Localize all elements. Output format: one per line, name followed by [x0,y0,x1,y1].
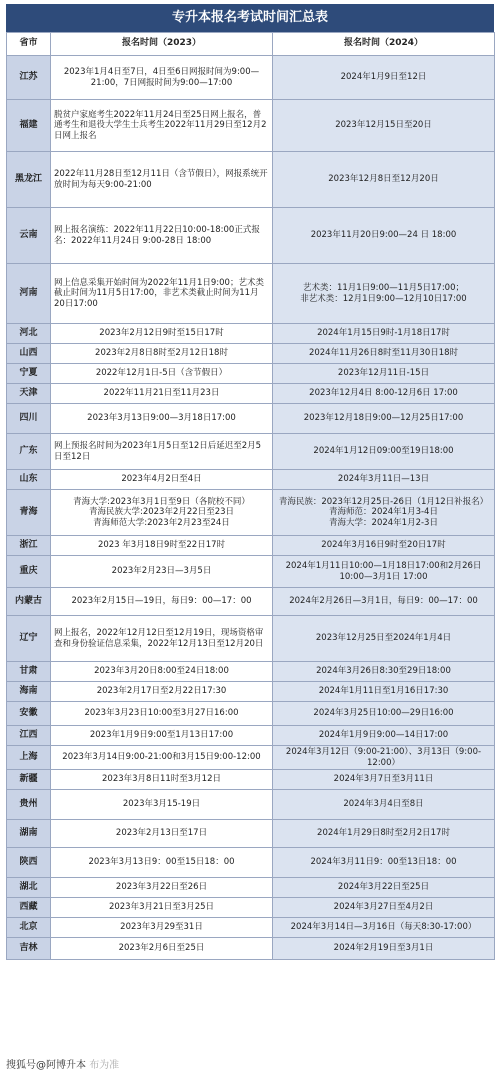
time-2024-cell: 2024年11月26日8时至11月30日18时 [273,344,495,364]
province-cell: 内蒙古 [7,588,51,616]
time-2023-cell: 2023年2月15日—19日，每日9：00—17：00 [51,588,273,616]
table-row [7,790,495,820]
table-title: 专升本报名考试时间汇总表 [6,4,494,32]
province-cell: 福建 [7,100,51,152]
table-row [7,470,495,490]
source-label: 搜狐号@阿博升本 [6,1060,86,1071]
time-2023-cell: 青海大学:2023年3月1日至9日（各院校不同） 青海民族大学:2023年2月22日至23日 青海师范大学:2023年2月23至24日 [51,490,273,536]
time-2024-cell: 2024年3月16日9时至20日17时 [273,536,495,556]
province-cell: 吉林 [7,938,51,960]
province-cell: 贵州 [7,790,51,820]
table-row [7,770,495,790]
time-2023-cell: 2022年12月1日-5日（含节假日） [51,364,273,384]
province-cell: 湖南 [7,820,51,848]
province-cell: 海南 [7,682,51,702]
table-row [7,490,495,536]
table-row [7,100,495,152]
province-cell: 甘肃 [7,662,51,682]
province-cell: 新疆 [7,770,51,790]
province-cell: 四川 [7,404,51,434]
province-cell: 西藏 [7,898,51,918]
table-row [7,384,495,404]
time-2023-cell: 2023年3月20日8:00至24日18:00 [51,662,273,682]
time-2023-cell: 2023年3月22日至26日 [51,878,273,898]
table-row [7,404,495,434]
province-cell: 浙江 [7,536,51,556]
province-cell: 上海 [7,746,51,770]
province-cell: 陕西 [7,848,51,878]
time-2024-cell: 2024年3月7日至3月11日 [273,770,495,790]
time-2024-cell: 2024年2月19日至3月1日 [273,938,495,960]
time-2024-cell: 青海民族：2023年12月25日-26日（1月12日补报名） 青海师范：2024年1月3-4日 青海大学：2024年1月2-3日 [273,490,495,536]
table-row [7,536,495,556]
time-2023-cell: 2023年3月8日11时至3月12日 [51,770,273,790]
time-2023-cell: 2023年3月23日10:00至3月27日16:00 [51,702,273,726]
table-row [7,820,495,848]
time-2023-cell: 2023年2月6日至25日 [51,938,273,960]
time-2024-cell: 2024年3月11日9：00至13日18：00 [273,848,495,878]
time-2024-cell: 2023年12月8日至12月20日 [273,152,495,208]
table-row [7,726,495,746]
time-2023-cell: 2023年2月17日至2月22日17:30 [51,682,273,702]
province-cell: 辽宁 [7,616,51,662]
province-cell: 黑龙江 [7,152,51,208]
time-2024-cell: 2024年1月29日8时至2月2日17时 [273,820,495,848]
province-cell: 广东 [7,434,51,470]
table-row [7,682,495,702]
table-row [7,588,495,616]
time-2023-cell: 2022年11月28日至12月11日（含节假日），网报系统开放时间为每天9:00-21:00 [51,152,273,208]
schedule-table [6,32,495,960]
table-row [7,848,495,878]
time-2024-cell: 2024年3月25日10:00—29日16:00 [273,702,495,726]
time-2024-cell: 2024年1月9日至12日 [273,56,495,100]
table-row [7,434,495,470]
time-2023-cell: 2023年3月15-19日 [51,790,273,820]
time-2024-cell: 2024年3月26日8:30至29日18:00 [273,662,495,682]
time-2023-cell: 2023年3月13日9：00至15日18：00 [51,848,273,878]
time-2024-cell: 2024年3月22日至25日 [273,878,495,898]
province-cell: 江苏 [7,56,51,100]
province-cell: 山东 [7,470,51,490]
time-2023-cell: 2023年1月4日至7日，4日至6日网报时间为9:00—21:00，7日网报时间为9:00—17:00 [51,56,273,100]
header-2024: 报名时间（2024） [273,33,495,56]
province-cell: 山西 [7,344,51,364]
table-row [7,918,495,938]
table-row [7,702,495,726]
province-cell: 重庆 [7,556,51,588]
header-province: 省市 [7,33,51,56]
time-2024-cell: 2023年11月20日9:00—24 日 18:00 [273,208,495,264]
time-2023-cell: 2022年11月21日至11月23日 [51,384,273,404]
time-2024-cell: 2024年3月11日—13日 [273,470,495,490]
time-2023-cell: 网上报名演练：2022年11月22日10:00-18:00正式报名：2022年11月24日 9:00-28日 18:00 [51,208,273,264]
time-2023-cell: 2023年2月23日—3月5日 [51,556,273,588]
province-cell: 云南 [7,208,51,264]
table-row [7,208,495,264]
time-2024-cell: 2024年3月14日—3月16日（每天8:30-17:00） [273,918,495,938]
time-2024-cell: 2024年1月11日至1月16日17:30 [273,682,495,702]
table-row [7,264,495,324]
table-row [7,616,495,662]
province-cell: 天津 [7,384,51,404]
time-2023-cell: 2023年3月29至31日 [51,918,273,938]
table-row [7,662,495,682]
time-2024-cell: 2023年12月25日至2024年1月4日 [273,616,495,662]
table-row [7,364,495,384]
time-2024-cell: 2024年3月27日至4月2日 [273,898,495,918]
time-2023-cell: 网上信息采集开始时间为2022年11月1日9:00；艺术类截止时间为11月5日17:00，非艺术类截止时间为11月20日17:00 [51,264,273,324]
summary-table-container [6,4,494,960]
province-cell: 宁夏 [7,364,51,384]
header-row [7,33,495,56]
header-2023: 报名时间（2023） [51,33,273,56]
time-2023-cell: 脱贫户家庭考生2022年11月24日至25日网上报名，普通考生和退役大学生士兵考生2022年11月29日至12月2日网上报名 [51,100,273,152]
time-2024-cell: 艺术类：11月1日9:00—11月5日17:00； 非艺术类：12月1日9:00—12月10日17:00 [273,264,495,324]
province-cell: 湖北 [7,878,51,898]
time-2024-cell: 2023年12月4日 8:00-12月6日 17:00 [273,384,495,404]
time-2023-cell: 网上报名，2022年12月12日至12月19日，现场资格审查和身份验证信息采集，2022年12月13日至12月20日 [51,616,273,662]
table-row [7,324,495,344]
time-2024-cell: 2024年1月11日10:00—1月18日17:00和2月26日10:00—3月1日 17:00 [273,556,495,588]
time-2023-cell: 2023年3月21日至3月25日 [51,898,273,918]
time-2024-cell: 2024年1月9日9:00—14日17:00 [273,726,495,746]
province-cell: 青海 [7,490,51,536]
table-row [7,56,495,100]
table-row [7,938,495,960]
table-row [7,878,495,898]
time-2023-cell: 2023年4月2日至4日 [51,470,273,490]
table-row [7,898,495,918]
time-2024-cell: 2023年12月15日至20日 [273,100,495,152]
table-row [7,746,495,770]
time-2024-cell: 2024年2月26日—3月1日，每日9：00—17：00 [273,588,495,616]
province-cell: 江西 [7,726,51,746]
table-row [7,556,495,588]
time-2023-cell: 2023年3月13日9:00—3月18日17:00 [51,404,273,434]
footer-credit [6,1056,119,1071]
time-2024-cell: 2024年1月12日09:00至19日18:00 [273,434,495,470]
province-cell: 河南 [7,264,51,324]
watermark-text: 布为准 [89,1060,120,1071]
time-2023-cell: 2023年2月8日8时至2月12日18时 [51,344,273,364]
time-2024-cell: 2023年12月18日9:00—12月25日17:00 [273,404,495,434]
time-2023-cell: 2023年3月14日9:00-21:00和3月15日9:00-12:00 [51,746,273,770]
province-cell: 安徽 [7,702,51,726]
province-cell: 河北 [7,324,51,344]
time-2024-cell: 2024年3月4日至8日 [273,790,495,820]
time-2023-cell: 2023 年3月18日9时至22日17时 [51,536,273,556]
time-2023-cell: 2023年1月9日9:00至1月13日17:00 [51,726,273,746]
time-2023-cell: 网上预报名时间为2023年1月5日至12日后延迟至2月5日至12日 [51,434,273,470]
province-cell: 北京 [7,918,51,938]
time-2023-cell: 2023年2月12日9时至15日17时 [51,324,273,344]
table-row [7,344,495,364]
table-row [7,152,495,208]
time-2024-cell: 2024年3月12日（9:00-21:00）、3月13日（9:00-12:00） [273,746,495,770]
time-2023-cell: 2023年2月13日至17日 [51,820,273,848]
time-2024-cell: 2024年1月15日9时-1月18日17时 [273,324,495,344]
time-2024-cell: 2023年12月11日-15日 [273,364,495,384]
